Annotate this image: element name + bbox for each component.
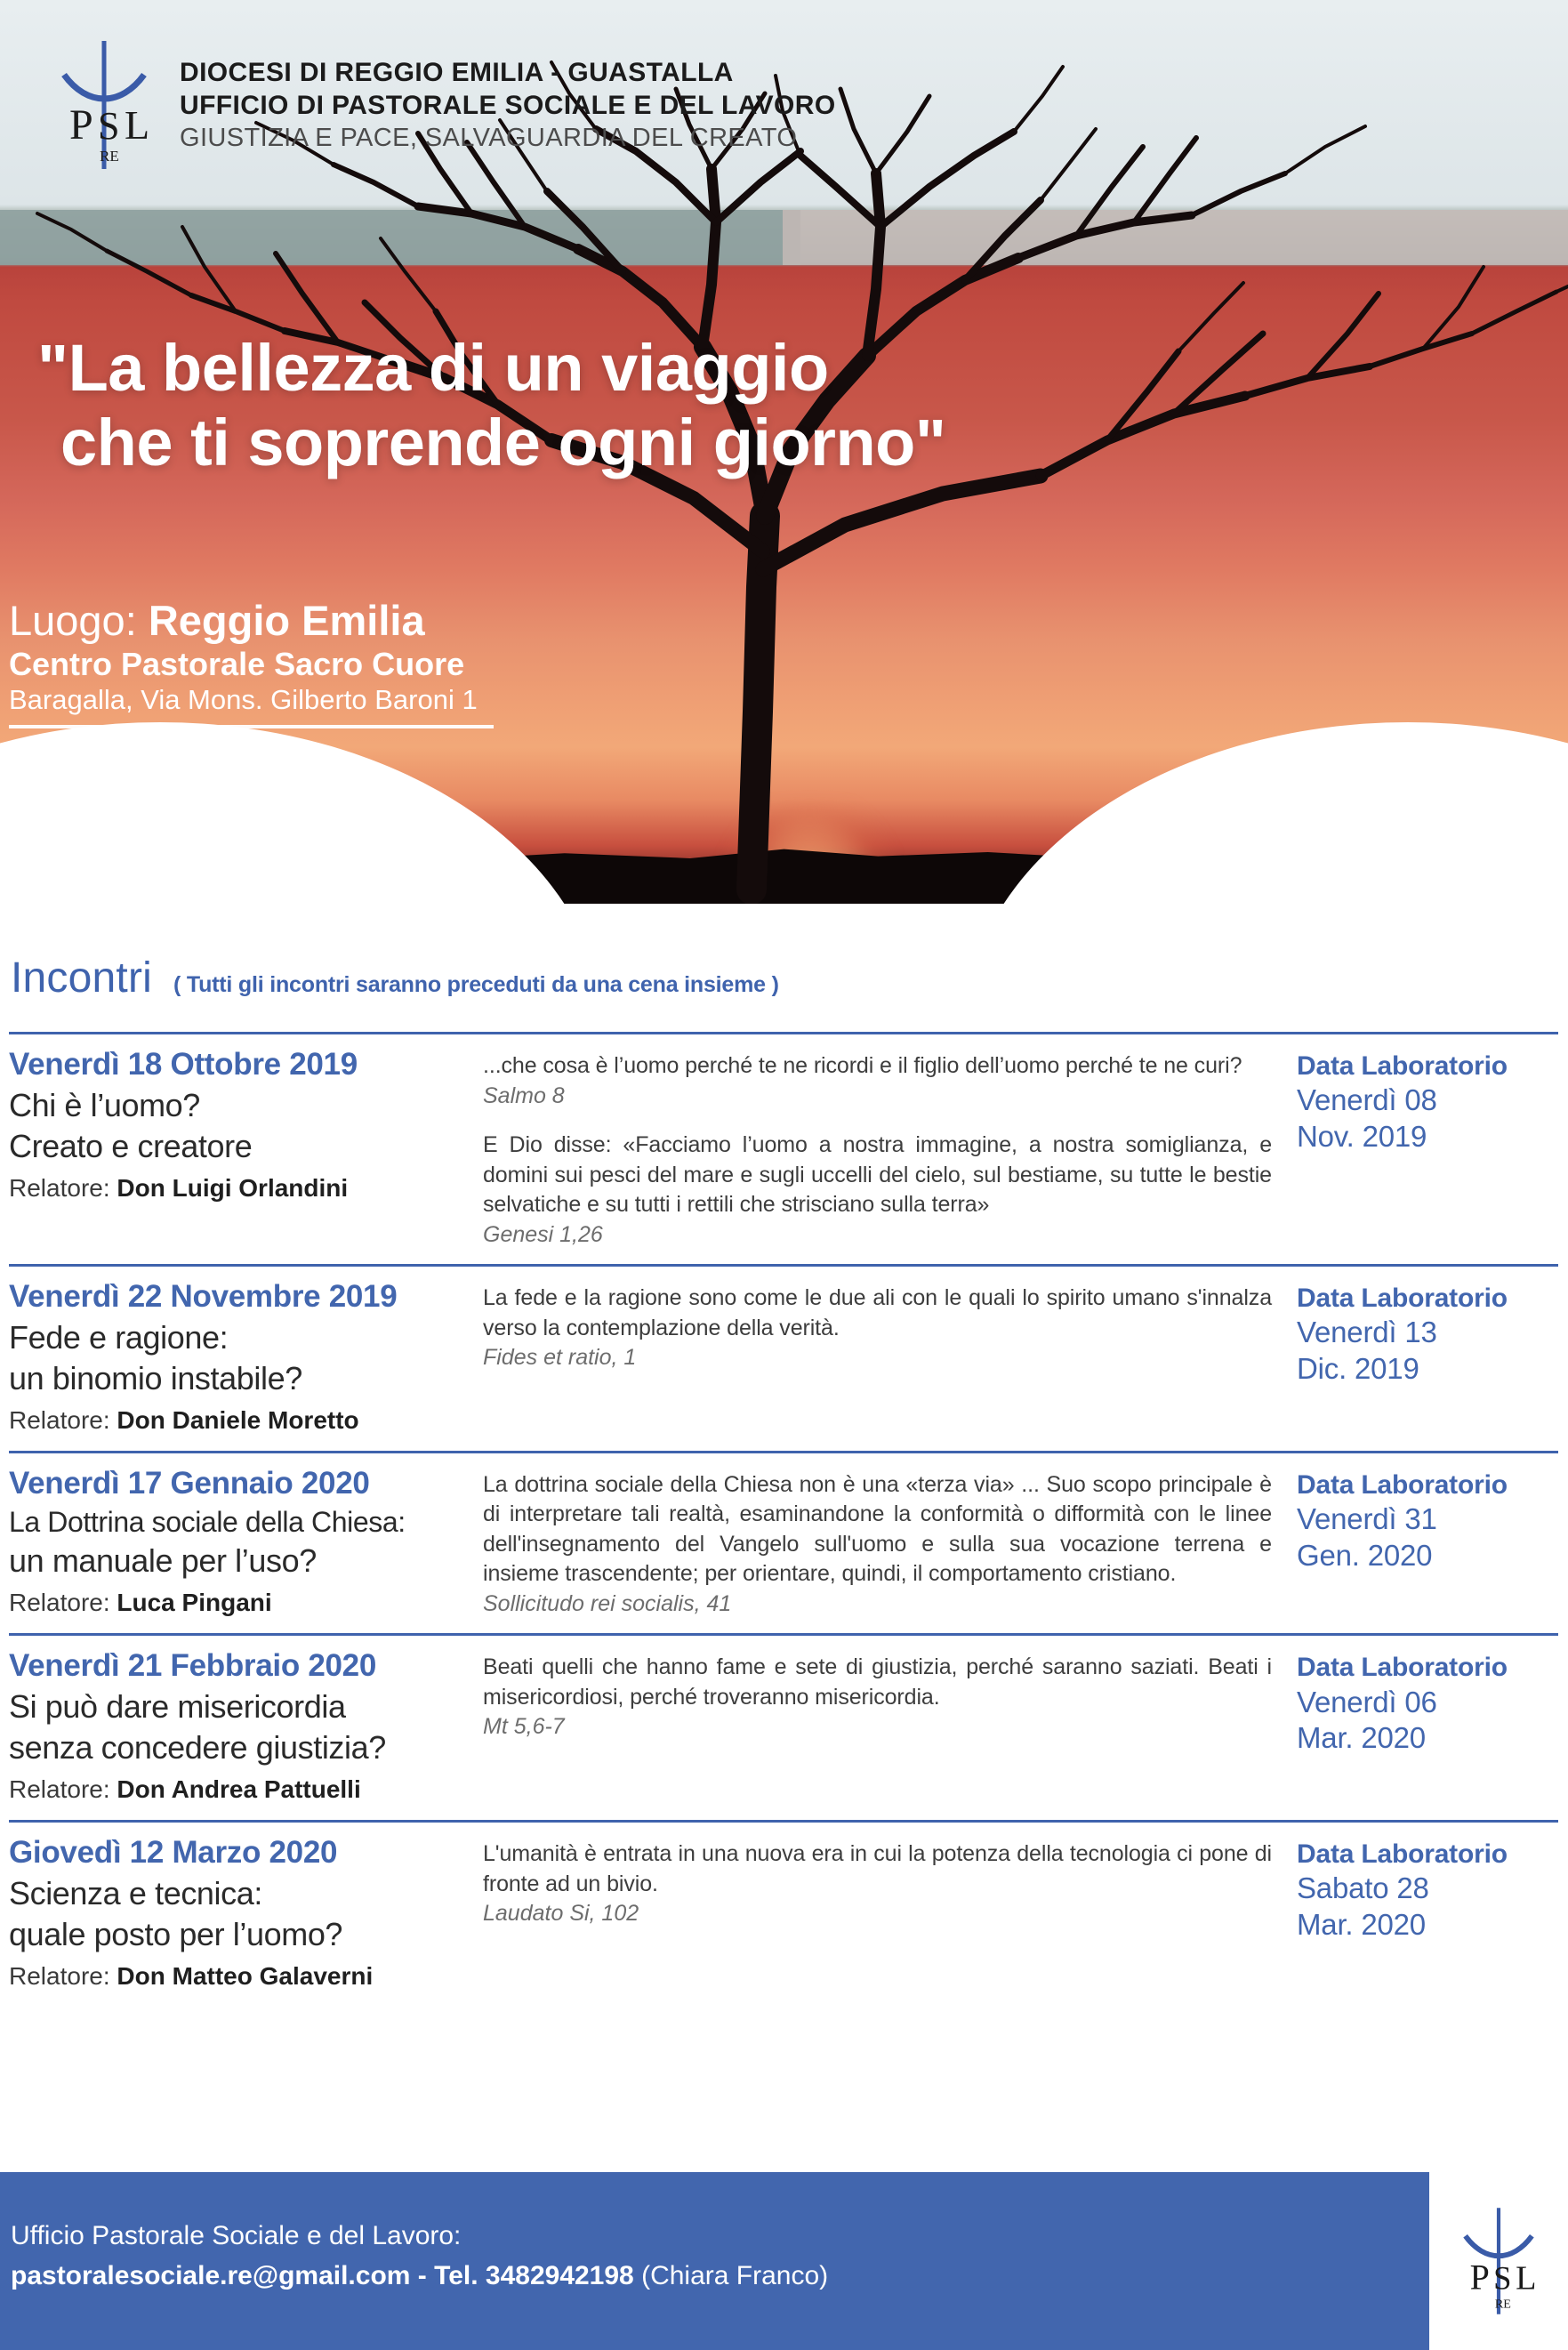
event-date: Venerdì 18 Ottobre 2019 — [9, 1047, 358, 1082]
footer-contact-line — [11, 2258, 1429, 2293]
event-quote-cell — [471, 1834, 1297, 1992]
lab-month: Mar. 2020 — [1297, 1908, 1426, 1942]
event-speaker — [9, 1774, 462, 1806]
event-title-line-1: Chi è l’uomo? — [9, 1086, 200, 1123]
quote-text-2: E Dio disse: «Facciamo l’uomo a nostra immagine, a nostra somiglianza, e domini sui pesci del mare e sugli uccelli del cielo, sul bestiame, su tutte le bestie selvatiche e su tutti i rettili che strisciano sulla terra» — [483, 1132, 1272, 1217]
venue-block — [9, 598, 494, 728]
lab-day: Venerdì 08 — [1297, 1083, 1437, 1117]
speaker-name: Don Daniele Moretto — [117, 1405, 359, 1434]
event-info-cell — [9, 1278, 471, 1437]
event-info-cell — [9, 1046, 471, 1250]
venue-city: Reggio Emilia — [148, 597, 425, 644]
event-date: Giovedì 12 Marzo 2020 — [9, 1835, 338, 1871]
event-title-line-1: Si può dare misericordia — [9, 1688, 346, 1726]
sky-band-left — [0, 210, 800, 265]
event-info-cell — [9, 1834, 471, 1992]
lab-day: Venerdì 31 — [1297, 1502, 1437, 1536]
quote-source-1: Laudato Si, 102 — [483, 1901, 639, 1927]
lab-day: Venerdì 06 — [1297, 1685, 1437, 1718]
table-row — [9, 1453, 1564, 1634]
speaker-label: Relatore: — [9, 1961, 110, 1990]
svg-text:RE: RE — [1494, 2297, 1511, 2312]
section-heading: Incontri — [11, 954, 153, 1002]
svg-text:S: S — [98, 104, 120, 148]
lab-label: Data Laboratorio — [1297, 1284, 1508, 1313]
event-quote-cell — [471, 1278, 1297, 1437]
venue-label: Luogo: — [9, 597, 137, 644]
page-title-line-1: "La bellezza di un viaggio — [37, 331, 829, 405]
speaker-label: Relatore: — [9, 1775, 110, 1803]
quote-source-1: Mt 5,6-7 — [483, 1714, 565, 1740]
footer-contact-person: (Chiara Franco) — [633, 2261, 829, 2290]
speaker-name: Don Luigi Orlandini — [117, 1173, 349, 1202]
quote-text-1: Beati quelli che hanno fame e sete di giustizia, perché saranno saziati. Beati i misericordiosi, perché troveranno misericordia. — [483, 1654, 1272, 1710]
footer-office-line: Ufficio Pastorale Sociale e del Lavoro: — [11, 2221, 462, 2250]
svg-text:RE: RE — [100, 148, 119, 165]
speaker-label: Relatore: — [9, 1588, 110, 1616]
event-title-line-1: Scienza e tecnica: — [9, 1874, 262, 1911]
event-speaker — [9, 1172, 462, 1204]
masthead — [0, 0, 1568, 210]
hero-banner — [0, 0, 1568, 927]
speaker-label: Relatore: — [9, 1173, 110, 1202]
speaker-name: Don Andrea Pattuelli — [117, 1775, 361, 1803]
masthead-line-1: DIOCESI DI REGGIO EMILIA - GUASTALLA — [180, 57, 734, 87]
speaker-name: Don Matteo Galaverni — [117, 1961, 374, 1990]
event-info-cell — [9, 1465, 471, 1620]
sky-band-right — [783, 210, 1568, 265]
table-row — [9, 1636, 1564, 1820]
lab-date-cell — [1297, 1046, 1564, 1250]
event-title-line-1: La Dottrina sociale della Chiesa: — [9, 1505, 406, 1538]
svg-text:L: L — [1516, 2259, 1537, 2298]
event-title-line-2: Creato e creatore — [9, 1127, 253, 1164]
lab-day: Sabato 28 — [1297, 1871, 1429, 1905]
event-date: Venerdì 21 Febbraio 2020 — [9, 1648, 377, 1684]
event-quote-cell — [471, 1465, 1297, 1620]
footer — [0, 2172, 1568, 2350]
event-date: Venerdì 17 Gennaio 2020 — [9, 1465, 370, 1501]
hero-bottom-mask — [0, 904, 1568, 927]
lab-label: Data Laboratorio — [1297, 1051, 1508, 1081]
quote-text-1: La dottrina sociale della Chiesa non è una «terza via» ... Suo scopo principale è di interpretare tali realtà, esaminandone la conformità o difformità con le linee dell'insegnamento del Vangelo sull'uomo e sulla sua vocazione terrena e insieme trascendente; per orientare, quindi, il comportamento cristiano. — [483, 1471, 1272, 1587]
event-speaker — [9, 1404, 462, 1437]
speaker-name: Luca Pingani — [117, 1588, 272, 1616]
masthead-line-3: GIUSTIZIA E PACE, SALVAGUARDIA DEL CREATO — [180, 123, 798, 152]
event-speaker — [9, 1587, 462, 1619]
venue-name: Centro Pastorale Sacro Cuore — [9, 645, 465, 682]
psl-logo-icon — [1455, 2201, 1542, 2322]
event-quote-cell — [471, 1046, 1297, 1250]
lab-date-cell — [1297, 1834, 1564, 1992]
quote-text-1: ...che cosa è l’uomo perché te ne ricordi e il figlio dell’uomo perché te ne curi? — [483, 1053, 1242, 1078]
event-title-line-2: quale posto per l’uomo? — [9, 1915, 343, 1952]
quote-source-1: Sollicitudo rei socialis, 41 — [483, 1590, 732, 1616]
psl-logo-icon — [52, 34, 157, 176]
section-header — [11, 954, 779, 1002]
events-table — [9, 1032, 1564, 2007]
footer-email-phone[interactable]: pastoralesociale.re@gmail.com - Tel. 3482942198 — [11, 2261, 634, 2290]
venue-city-line — [9, 598, 494, 644]
event-title-line-2: un manuale per l’uso? — [9, 1541, 317, 1579]
lab-month: Mar. 2020 — [1297, 1721, 1426, 1755]
venue-underline — [9, 725, 494, 728]
event-date: Venerdì 22 Novembre 2019 — [9, 1279, 398, 1314]
lab-day: Venerdì 13 — [1297, 1316, 1437, 1349]
quote-source-1: Salmo 8 — [483, 1082, 565, 1108]
lab-date-cell — [1297, 1278, 1564, 1437]
page-title-line-2: che ti soprende ogni giorno" — [60, 406, 946, 480]
lab-date-cell — [1297, 1647, 1564, 1806]
event-title-line-2: senza concedere giustizia? — [9, 1728, 386, 1766]
lab-label: Data Laboratorio — [1297, 1653, 1508, 1683]
event-speaker — [9, 1960, 462, 1992]
lab-month: Nov. 2019 — [1297, 1120, 1427, 1154]
footer-contact-bar — [0, 2172, 1429, 2350]
table-row — [9, 1267, 1564, 1451]
section-subheading: ( Tutti gli incontri saranno preceduti da una cena insieme ) — [173, 972, 779, 997]
lab-label: Data Laboratorio — [1297, 1469, 1508, 1500]
lab-month: Gen. 2020 — [1297, 1538, 1433, 1572]
page-title — [37, 331, 1105, 481]
table-row — [9, 1034, 1564, 1264]
speaker-label: Relatore: — [9, 1405, 110, 1434]
event-title-line-1: Fede e ragione: — [9, 1318, 229, 1356]
venue-address: Baragalla, Via Mons. Gilberto Baroni 1 — [9, 684, 478, 716]
lab-label: Data Laboratorio — [1297, 1839, 1508, 1870]
quote-text-1: La fede e la ragione sono come le due ali con le quali lo spirito umano s'innalza verso la contemplazione della verità. — [483, 1285, 1272, 1340]
svg-text:P: P — [69, 101, 93, 149]
quote-source-1: Fides et ratio, 1 — [483, 1345, 637, 1370]
quote-spacer — [483, 1111, 1272, 1131]
svg-text:S: S — [1493, 2259, 1512, 2297]
event-title-line-2: un binomio instabile? — [9, 1359, 302, 1396]
svg-text:P: P — [1469, 2257, 1490, 2298]
quote-text-1: L'umanità è entrata in una nuova era in cui la potenza della tecnologia ci pone di fronte ad un bivio. — [483, 1841, 1272, 1896]
lab-month: Dic. 2019 — [1297, 1352, 1419, 1386]
lab-date-cell — [1297, 1465, 1564, 1620]
footer-logo-container — [1429, 2172, 1568, 2350]
masthead-line-2: UFFICIO DI PASTORALE SOCIALE E DEL LAVORO — [180, 90, 836, 120]
svg-text:L: L — [125, 102, 150, 148]
event-quote-cell — [471, 1647, 1297, 1806]
quote-source-2: Genesi 1,26 — [483, 1221, 603, 1247]
event-info-cell — [9, 1647, 471, 1806]
table-row — [9, 1823, 1564, 2007]
